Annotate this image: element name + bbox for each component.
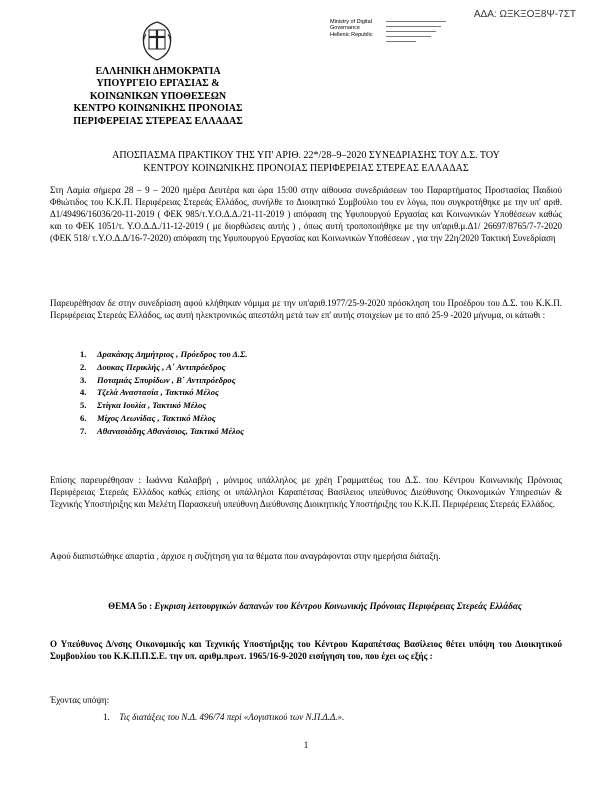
having-regard-label: Έχοντας υπόψη: bbox=[50, 695, 110, 705]
quorum-paragraph: Αφού διαπιστώθηκε απαρτία , άρχισε η συζήτηση για τα θέματα που αναγράφονται στην ημερήσια διάταξη. bbox=[50, 551, 441, 561]
agenda-topic bbox=[80, 600, 550, 612]
ada-code: ΑΔΑ: ΩΞΚΞΟΞ8Ψ-7ΣΤ bbox=[473, 9, 576, 20]
page-number: 1 bbox=[303, 740, 309, 750]
attendance-paragraph: Παρευρέθησαν δε στην συνεδρίαση αφού κλήθηκαν νόμιμα με την υπ'αριθ.1977/25-9-2020 πρόσκληση του Προέδρου του Δ.Σ. του Κ.Κ.Π. Περιφέρειας Στερεάς Ελλάδος, ως αυτή ηλεκτρονικώς απεστάλη μετά των επ' αυτής στοιχείων με το από 25-9 -2020 μήνυμα, οι κάτωθι : bbox=[50, 298, 562, 320]
greek-emblem-icon bbox=[136, 20, 178, 62]
regard-item-1: 1. Τις διατάξεις του Ν.Δ. 496/74 περί «Λογιστικού των Ν.Π.Δ.Δ.». bbox=[103, 712, 345, 722]
issuer-header: ΕΛΛΗΝΙΚΗ ΔΗΜΟΚΡΑΤΙΑ ΥΠΟΥΡΓΕΙΟ ΕΡΓΑΣΙΑΣ & ΚΟΙΝΩΝΙΚΩΝ ΥΠΟΘΕΣΕΩΝ ΚΕΝΤΡΟ ΚΟΙΝΩΝΙΚΗΣ ΠΡΟΝΟΙΑΣ ΠΕΡΙΦΕΡΕΙΑΣ ΣΤΕΡΕΑΣ ΕΛΛΑΔΑΣ bbox=[73, 66, 243, 127]
list-item: 2. Δουκας Περικλής , Α΄ Αντιπρόεδρος bbox=[80, 361, 226, 372]
session-paragraph: Στη Λαμία σήμερα 28 – 9 – 2020 ημέρα Δευτέρα και ώρα 15:00 στην αίθουσα συνεδριάσεων του Παραρτήματος Προστασίας Παιδιού Φθιώτιδος του Κ.Κ.Π. Περιφέρειας Στερεάς Ελλάδος, συνήλθε το Διοικητικό Συμβούλιο του εν λόγω, που συγκροτήθηκε με την υπ' αριθ. Δ1/49496/16036/20-11-2019 ( ΦΕΚ 985/τ.Υ.Ο.Δ.Δ./21-11-2019 ) απόφαση της Υφυπουργού Εργασίας και Κοινωνικών Υποθέσεων καθώς και το ΦΕΚ 1051/τ. Υ.Ο.Δ.Δ./11-12-2019 ( με διορθώσεις αυτής ) , όπως αυτή τροποποιήθηκε με την υπ'αριθ.μ.Δ1/ 26697/8765/7-7-2020 (ΦΕΚ 518/ τ.Υ.Ο.Δ.Δ/16-7-2020) απόφαση της Υφυπουργού Εργασίας και Κοινωνικών Υποθέσεων , για την 22η/2020 Τακτική Συνεδρίαση bbox=[50, 185, 562, 243]
list-item: 4. Τζελά Αναστασία , Τακτικό Μέλος bbox=[80, 387, 219, 398]
document-title: ΑΠΟΣΠΑΣΜΑ ΠΡΑΚΤΙΚΟΥ ΤΗΣ ΥΠ' ΑΡΙΘ. 22*/28–9–2020 ΣΥΝΕΔΡΙΑΣΗΣ ΤΟΥ Δ.Σ. ΤΟΥ ΚΕΝΤΡΟΥ ΚΟΙΝΩΝΙΚΗΣ ΠΡΟΝΟΙΑΣ ΠΕΡΙΦΕΡΕΙΑΣ ΣΤΕΡΕΑΣ ΕΛΛΑΔΑΣ bbox=[112, 150, 500, 174]
list-item: 6. Μίχος Λεωνίδας , Τακτικό Μέλος bbox=[80, 412, 216, 423]
topic-label: ΘΕΜΑ 5ο : bbox=[108, 601, 153, 611]
also-present-paragraph: Επίσης παρευρέθησαν : Ιωάννα Καλαβρή , μόνιμος υπάλληλος με χρέη Γραμματέως του Δ.Σ. του Κέντρου Κοινωνικής Πρόνοιας Περιφέρειας Στερεάς Ελλάδος καθώς επίσης οι υπάλληλοι Καραπέτσας Βασίλειος υπεύθυνος Διεύθυνσης Οικονομικών Υπηρεσιών & Τεχνικής Υποστήριξης και Μελέτη Παρασκευή υπεύθυνη Διεύθυνσης Διοικητικής Υποστήριξης του Κ.Κ.Π. Περιφέρειας Στερεάς Ελλάδος. bbox=[50, 475, 562, 509]
ministry-label: Ministry of Digital Governance Hellenic Republic bbox=[330, 19, 373, 38]
list-item: 5. Στίγκα Ιουλία , Τακτικό Μέλος bbox=[80, 400, 207, 411]
list-item: 1. Δρακάκης Δημήτριος , Πρόεδρος του Δ.Σ. bbox=[80, 349, 248, 359]
digital-signature-stamp bbox=[386, 19, 466, 42]
topic-text: Εγκριση λειτουργικών δαπανών του Κέντρου Κοινωνικής Πρόνοιας Περιφέρειας Στερεάς Ελλάδας bbox=[154, 601, 522, 611]
report-paragraph: Ο Υπεύθυνος Δ/νσης Οικονομικής και Τεχνικής Υποστήριξης του Κέντρου Καραπέτσας Βασίλειος θέτει υπόψη του Διοικητικού Συμβουλίου του Κ.Κ.Π.Π.Σ.Ε. την υπ. αριθμ.πρωτ. 1965/16-9-2020 εισήγηση του, που έχει ως εξής : bbox=[50, 639, 562, 661]
list-item: 3. Ποταμιάς Σπυρίδων , Β΄ Αντιπρόεδρος bbox=[80, 374, 236, 385]
members-list bbox=[80, 348, 248, 438]
list-item: 7. Αθανασιάδης Αθανάσιος, Τακτικό Μέλος bbox=[80, 425, 244, 436]
